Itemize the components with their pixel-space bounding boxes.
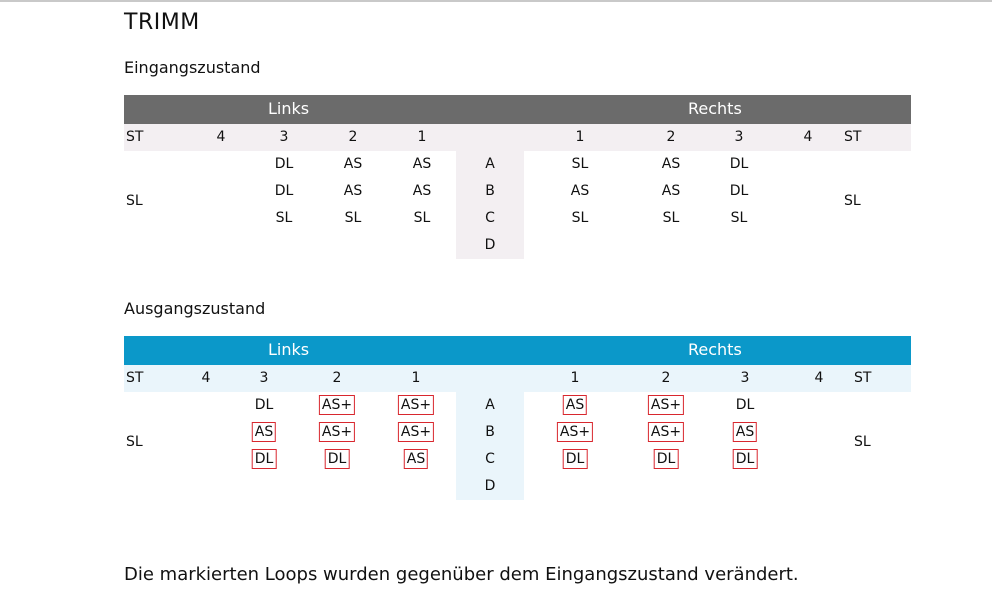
row-letter: D <box>484 478 496 494</box>
cell-r2: AS <box>661 156 681 172</box>
cell-r3: SL <box>730 210 748 226</box>
cell-r2: AS <box>661 183 681 199</box>
cell-l1: SL <box>413 210 431 226</box>
header-r2: 2 <box>661 370 671 386</box>
row-letter: C <box>485 210 495 226</box>
cell-r3: DL <box>729 183 749 199</box>
header-l4: 4 <box>201 370 211 386</box>
header-l2: 2 <box>332 370 342 386</box>
table-row <box>124 232 911 259</box>
input-state-table <box>124 95 911 259</box>
header-l3: 3 <box>279 129 289 145</box>
input-body <box>124 151 911 259</box>
header-st-left: ST <box>126 370 144 386</box>
changed-loop-cell: AS+ <box>648 395 684 415</box>
header-r1: 1 <box>575 129 585 145</box>
header-r3: 3 <box>740 370 750 386</box>
footnote: Die markierten Loops wurden gegenüber dem Eingangszustand verändert. <box>124 564 799 585</box>
header-r3: 3 <box>734 129 744 145</box>
row-letter: A <box>485 156 495 172</box>
changed-loop-cell: AS+ <box>648 422 684 442</box>
changed-loop-cell: AS <box>563 395 587 415</box>
table-row <box>124 178 911 205</box>
cell-r1: SL <box>571 156 589 172</box>
header-r1: 1 <box>570 370 580 386</box>
output-state-heading: Ausgangszustand <box>124 299 266 318</box>
header-l1: 1 <box>417 129 427 145</box>
cell-l1: AS <box>412 183 432 199</box>
cell-r3: DL <box>729 156 749 172</box>
row-letter: A <box>485 397 495 413</box>
output-side-right: SL <box>854 434 871 450</box>
changed-loop-cell: DL <box>563 449 588 469</box>
header-r4: 4 <box>803 129 813 145</box>
cell-l3: DL <box>274 156 294 172</box>
header-l2: 2 <box>348 129 358 145</box>
cell-r3: DL <box>735 397 755 413</box>
rechts-label: Rechts <box>688 99 742 118</box>
table-row <box>124 392 911 419</box>
changed-loop-cell: AS <box>252 422 276 442</box>
cell-l3: SL <box>275 210 293 226</box>
input-side-left: SL <box>126 193 143 209</box>
cell-l2: SL <box>344 210 362 226</box>
cell-l2: AS <box>343 156 363 172</box>
page-title: TRIMM <box>124 10 200 35</box>
changed-loop-cell: AS+ <box>398 422 434 442</box>
output-body <box>124 392 911 500</box>
header-l4: 4 <box>216 129 226 145</box>
changed-loop-cell: DL <box>252 449 277 469</box>
table-row <box>124 205 911 232</box>
table-row <box>124 446 911 473</box>
row-letter: B <box>485 183 495 199</box>
output-state-table <box>124 336 911 500</box>
changed-loop-cell: DL <box>325 449 350 469</box>
cell-r1: AS <box>570 183 590 199</box>
output-table-banner <box>124 336 911 365</box>
header-l1: 1 <box>411 370 421 386</box>
cell-r2: SL <box>662 210 680 226</box>
cell-l1: AS <box>412 156 432 172</box>
changed-loop-cell: DL <box>654 449 679 469</box>
changed-loop-cell: AS <box>404 449 428 469</box>
header-r2: 2 <box>666 129 676 145</box>
header-st-right: ST <box>854 370 872 386</box>
input-table-banner <box>124 95 911 124</box>
row-letter: C <box>485 451 495 467</box>
header-st-right: ST <box>844 129 862 145</box>
input-header-row <box>124 124 911 151</box>
header-r4: 4 <box>814 370 824 386</box>
changed-loop-cell: AS <box>733 422 757 442</box>
links-label: Links <box>268 340 310 359</box>
output-header-row <box>124 365 911 392</box>
cell-l3: DL <box>274 183 294 199</box>
cell-l3: DL <box>254 397 274 413</box>
header-st-left: ST <box>126 129 144 145</box>
header-l3: 3 <box>259 370 269 386</box>
changed-loop-cell: AS+ <box>398 395 434 415</box>
rechts-label: Rechts <box>688 340 742 359</box>
changed-loop-cell: AS+ <box>319 395 355 415</box>
table-row <box>124 151 911 178</box>
changed-loop-cell: AS+ <box>557 422 593 442</box>
changed-loop-cell: DL <box>733 449 758 469</box>
output-side-left: SL <box>126 434 143 450</box>
input-side-right: SL <box>844 193 861 209</box>
cell-l2: AS <box>343 183 363 199</box>
cell-r1: SL <box>571 210 589 226</box>
links-label: Links <box>268 99 310 118</box>
changed-loop-cell: AS+ <box>319 422 355 442</box>
table-row <box>124 473 911 500</box>
input-state-heading: Eingangszustand <box>124 58 261 77</box>
row-letter: D <box>484 237 496 253</box>
row-letter: B <box>485 424 495 440</box>
table-row <box>124 419 911 446</box>
